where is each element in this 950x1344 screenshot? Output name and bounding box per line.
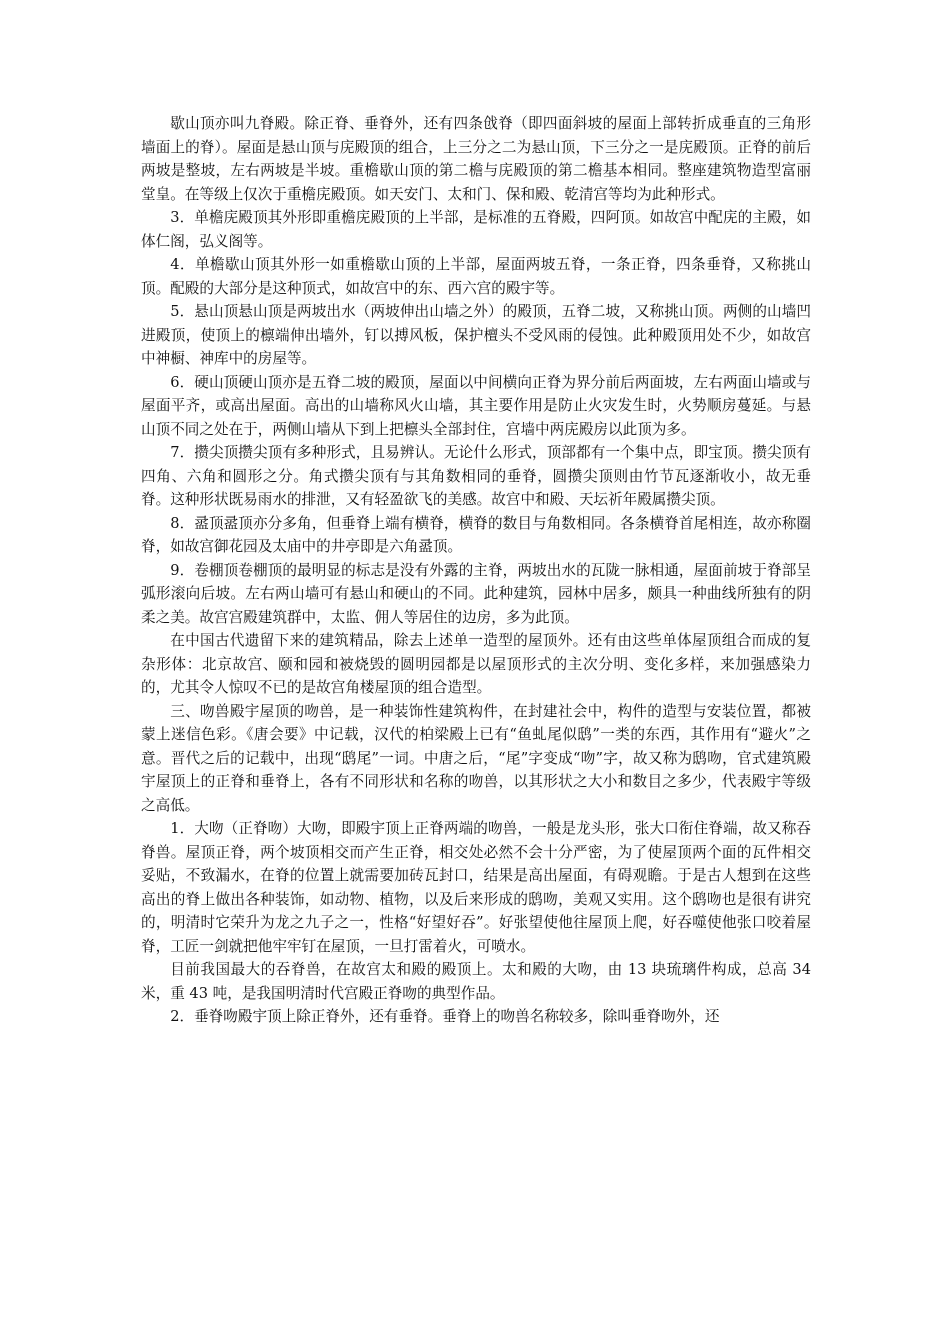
paragraph-xieshan-roof: 歇山顶亦叫九脊殿。除正脊、垂脊外，还有四条戗脊（即四面斜坡的屋面上部转折成垂直的三角形墙面上的脊）。屋面是悬山顶与庑殿顶的组合，上三分之二为悬山顶，下三分之一是庑殿顶。正脊的前后两坡是整坡，左右两坡是半坡。重檐歇山顶的第二檐与庑殿顶的第二檐基本相同。整座建筑物造型富丽堂皇。在等级上仅次于重檐庑殿顶。如天安门、太和门、保和殿、乾清宫等均为此种形式。 — [141, 115, 811, 203]
paragraph-roof-beasts: 三、吻兽殿宇屋顶的吻兽，是一种装饰性建筑构件，在封建社会中，构件的造型与安装位置，都被蒙上迷信色彩。《唐会要》中记载，汉代的柏梁殿上已有“鱼虬尾似鸱”一类的东西，其作用有“避火”之意。晋代之后的记载中，出现“鸱尾”一词。中唐之后，“尾”字变成“吻”字，故又称为鸱吻，官式建筑殿宇屋顶上的正脊和垂脊上，各有不同形状和名称的吻兽，以其形状之大小和数目之多少，代表殿宇等级之高低。 — [141, 702, 811, 814]
paragraph-largest-ridge-beast: 目前我国最大的吞脊兽，在故宫太和殿的殿顶上。太和殿的大吻，由 13 块琉璃件构成，总高 34 米，重 43 吨，是我国明清时代宫殿正脊吻的典型作品。 — [141, 961, 811, 1002]
paragraph-lu-roof: 8．盝顶盝顶亦分多角，但垂脊上端有横脊，横脊的数目与角数相同。各条横脊首尾相连，故亦称圈脊，如故宫御花园及太庙中的井亭即是六角盝顶。 — [141, 514, 811, 555]
paragraph-vertical-ridge-beast: 2．垂脊吻殿宇顶上除正脊外，还有垂脊。垂脊上的吻兽名称较多，除叫垂脊吻外，还 — [170, 1008, 720, 1025]
paragraph-flush-gable-roof: 6．硬山顶硬山顶亦是五脊二坡的殿顶，屋面以中间横向正脊为界分前后两面坡，左右两面山墙或与屋面平齐，或高出屋面。高出的山墙称风火山墙，其主要作用是防止火灾发生时，火势顺房蔓延。与悬山顶不同之处在于，两侧山墙从下到上把檩头全部封住，宫墙中两庑殿房以此顶为多。 — [141, 373, 811, 438]
paragraph-single-eave-xieshan-roof: 4．单檐歇山顶其外形一如重檐歇山顶的上半部，屋面两坡五脊，一条正脊，四条垂脊，又称挑山顶。配殿的大部分是这种顶式，如故宫中的东、西六宫的殿宇等。 — [141, 256, 811, 297]
paragraph-pyramidal-roof: 7．攒尖顶攒尖顶有多种形式，且易辨认。无论什么形式，顶部都有一个集中点，即宝顶。攒尖顶有四角、六角和圆形之分。角式攒尖顶有与其角数相同的垂脊，圆攒尖顶则由竹节瓦逐渐收小，故无垂脊。这种形状既易雨水的排泄，又有轻盈欲飞的美感。故宫中和殿、天坛祈年殿属攒尖顶。 — [141, 444, 811, 508]
document-page — [141, 112, 811, 1029]
paragraph-overhanging-gable-roof: 5．悬山顶悬山顶是两坡出水（两坡伸出山墙之外）的殿顶，五脊二坡，又称挑山顶。两侧的山墙凹进殿顶，使顶上的檩端伸出墙外，钉以搏风板，保护檀头不受风雨的侵蚀。此种殿顶用处不少，如故宫中神橱、神库中的房屋等。 — [141, 303, 811, 367]
paragraph-composite-roofs: 在中国古代遗留下来的建筑精品，除去上述单一造型的屋顶外。还有由这些单体屋顶组合而成的复杂形体：北京故宫、颐和园和被烧毁的圆明园都是以屋顶形式的主次分明、变化多样，来加强感染力的，尤其令人惊叹不已的是故宫角楼屋顶的组合造型。 — [141, 632, 811, 696]
paragraph-main-ridge-beast: 1．大吻（正脊吻）大吻，即殿宇顶上正脊两端的吻兽，一般是龙头形，张大口衔住脊端，故又称吞脊兽。屋顶正脊，两个坡顶相交而产生正脊，相交处必然不会十分严密，为了使屋顶两个面的瓦件相交妥贴，不致漏水，在脊的位置上就需要加砖瓦封口，结果是高出屋面，有碍观瞻。于是古人想到在这些高出的脊上做出各种装饰，如动物、植物，以及后来形成的鸱吻，美观又实用。这个鸱吻也是很有讲究的，明清时它荣升为龙之九子之一，性格“好望好吞”。好张望使他往屋顶上爬，好吞噬使他张口咬着屋脊，工匠一剑就把他牢牢钉在屋顶，一旦打雷着火，可喷水。 — [141, 820, 811, 955]
paragraph-single-eave-hip-roof: 3．单檐庑殿顶其外形即重檐庑殿顶的上半部，是标准的五脊殿，四阿顶。如故宫中配庑的主殿，如体仁阁，弘义阁等。 — [141, 209, 811, 250]
paragraph-round-ridge-roof: 9．卷棚顶卷棚顶的最明显的标志是没有外露的主脊，两坡出水的瓦陇一脉相通，屋面前坡于脊部呈弧形滚向后坡。左右两山墙可有悬山和硬山的不同。此种建筑，园林中居多，颇具一种曲线所独有的阴柔之美。故宫宫殿建筑群中，太监、佣人等居住的边房，多为此顶。 — [141, 561, 811, 626]
